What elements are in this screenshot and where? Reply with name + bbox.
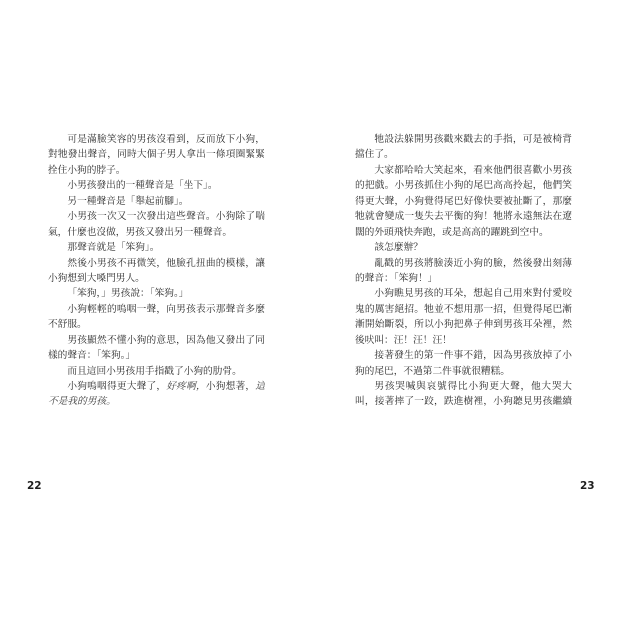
right-page-text <box>355 132 572 410</box>
text-segment: 小狗想著， <box>205 381 256 392</box>
text-line <box>48 379 265 394</box>
text-line: 氣，什麼也沒做，男孩又發出另一種聲音。 <box>48 226 233 238</box>
text-line: 擋住了。 <box>355 149 394 161</box>
page-number: 22 <box>27 480 42 492</box>
text-line: 小狗瞧見男孩的耳朵，想起自己用來對付愛咬 <box>374 288 572 300</box>
text-line: 的聲音：「笨狗！」 <box>355 272 438 284</box>
text-line: 男孩顯然不懂小狗的意思，因為他又發出了同 <box>67 334 265 346</box>
text-line: 小男孩一次又一次發出這些聲音。小狗除了喘 <box>67 211 265 223</box>
text-line: 得更大聲，小狗覺得尾巴好像快要被扯斷了，那麼 <box>355 195 572 207</box>
text-line: 而且這回小男孩用手指戳了小狗的肋骨。 <box>67 365 242 377</box>
text-line: 闊的外頭飛快奔跑，或是高高的躍跳到空中。 <box>355 226 549 238</box>
thought-text: 這 <box>255 381 265 392</box>
left-page-text <box>48 132 265 410</box>
text-line: 另一種聲音是「舉起前腳」。 <box>67 195 189 207</box>
text-line: 牠設法躲開男孩戳來戳去的手指，可是被椅背 <box>374 134 572 145</box>
text-line: 不舒服。 <box>48 319 87 331</box>
text-segment: 小狗嗚咽得更大聲了， <box>67 381 167 392</box>
text-line: 小狗輕輕的嗚咽一聲，向男孩表示那聲音多麼 <box>67 303 265 315</box>
page-number: 23 <box>580 480 595 492</box>
text-line: 小狗想到大嗓門男人。 <box>48 272 145 284</box>
text-line: 大家都哈哈大笑起來，看來他們很喜歡小男孩 <box>374 164 572 176</box>
text-line: 然後小男孩不再微笑，他臉孔扭曲的模樣，讓 <box>67 257 265 269</box>
text-line: 牠就會變成一隻失去平衡的狗！牠將永遠無法在遼 <box>355 211 572 223</box>
text-line: 漸開始斷裂，所以小狗把鼻子伸到男孩耳朵裡，然 <box>355 319 572 331</box>
text-line: 鬼的厲害絕招。牠並不想用那一招，但覺得尾巴漸 <box>355 303 572 315</box>
text-line: 的把戲。小男孩抓住小狗的尾巴高高拎起，他們笑 <box>355 180 572 192</box>
text-line: 狗的尾巴，不過第二件事就很糟糕。 <box>355 365 510 377</box>
text-line: 男孩哭喊與哀號得比小狗更大聲，他大哭大 <box>374 381 572 392</box>
right-page <box>310 0 620 620</box>
text-line: 拴住小狗的脖子。 <box>48 164 126 176</box>
text-line: 樣的聲音：「笨狗。」 <box>48 350 136 362</box>
thought-text-line: 不是我的男孩。 <box>48 396 116 408</box>
text-line: 那聲音就是「笨狗」。 <box>67 242 160 254</box>
text-line: 後吠叫：汪！汪！汪！ <box>355 334 452 346</box>
text-line: 該怎麼辦？ <box>374 242 423 254</box>
text-line: 對牠發出聲音，同時大個子男人拿出一條項圈緊緊 <box>48 149 265 161</box>
text-line: 亂戳的男孩將臉湊近小狗的臉，然後發出刻薄 <box>374 257 572 269</box>
text-line: 小男孩發出的一種聲音是「坐下」。 <box>67 180 218 192</box>
thought-text: 好疼啊， <box>166 381 206 392</box>
text-line: 可是滿臉笑容的男孩沒看到，反而放下小狗， <box>67 134 265 145</box>
text-line: 叫，接著摔了一跤，跌進樹裡，小狗聽見男孩繼續 <box>355 396 572 408</box>
text-line: 接著發生的第一件事不錯，因為男孩放掉了小 <box>374 350 572 362</box>
text-line: 「笨狗，」男孩說：「笨狗。」 <box>67 288 189 300</box>
